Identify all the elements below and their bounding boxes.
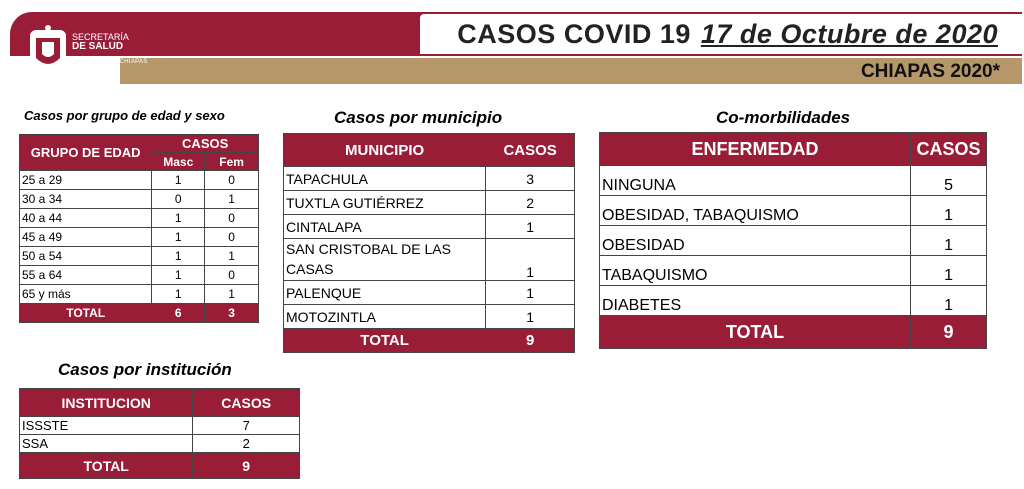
institucion-name: SSA [20, 435, 193, 453]
municipio-name: MOTOZINTLA [284, 305, 486, 329]
table-row [20, 417, 300, 435]
enfermedad-casos: 1 [911, 286, 987, 316]
table-row [20, 209, 259, 228]
table-row [20, 171, 259, 190]
age-group-label: 55 a 64 [20, 266, 152, 285]
municipio-casos: 1 [486, 305, 575, 329]
municipio-title: Casos por municipio [334, 108, 503, 127]
table-row [600, 166, 987, 196]
enfermedad-casos: 5 [911, 166, 987, 196]
masc-count: 1 [152, 285, 205, 304]
edad-table [19, 134, 259, 323]
table-row [600, 256, 987, 286]
table-row [20, 228, 259, 247]
col-com-casos: CASOS [911, 133, 987, 166]
fem-count: 1 [205, 190, 259, 209]
ministry-logo-text: SECRETARÍA DE SALUD GOBIERNO DE CHIAPAS [72, 32, 148, 65]
fem-count: 1 [205, 285, 259, 304]
municipio-name: TAPACHULA [284, 167, 486, 191]
institucion-casos: 7 [193, 417, 300, 435]
enfermedad-name: OBESIDAD, TABAQUISMO [600, 196, 911, 226]
edad-title: Casos por grupo de edad y sexo [24, 108, 225, 123]
municipio-casos: 1 [486, 281, 575, 305]
fem-count: 1 [205, 247, 259, 266]
masc-count: 1 [152, 228, 205, 247]
municipio-casos: 2 [486, 191, 575, 215]
age-group-label: 45 a 49 [20, 228, 152, 247]
col-masc: Masc [152, 153, 205, 171]
table-row [20, 266, 259, 285]
mun-total-value: 9 [486, 329, 575, 353]
age-group-label: 50 a 54 [20, 247, 152, 266]
com-total-value: 9 [911, 316, 987, 349]
title-text: CASOS COVID 19 [457, 18, 691, 49]
edad-total-label: TOTAL [20, 304, 152, 323]
table-row [600, 196, 987, 226]
masc-count: 1 [152, 247, 205, 266]
comorbilidades-table [599, 132, 987, 349]
enfermedad-casos: 1 [911, 196, 987, 226]
inst-total-value: 9 [193, 453, 300, 479]
institucion-table [19, 388, 300, 479]
enfermedad-name: NINGUNA [600, 166, 911, 196]
table-row [284, 167, 575, 191]
col-inst-casos: CASOS [193, 389, 300, 417]
municipio-name: SAN CRISTOBAL DE LAS CASAS [284, 239, 486, 281]
fem-count: 0 [205, 209, 259, 228]
col-fem: Fem [205, 153, 259, 171]
masc-count: 0 [152, 190, 205, 209]
fem-count: 0 [205, 171, 259, 190]
col-grupo-edad: GRUPO DE EDAD [20, 135, 152, 171]
municipio-table [283, 133, 575, 353]
inst-total-label: TOTAL [20, 453, 193, 479]
table-row [600, 286, 987, 316]
age-group-label: 65 y más [20, 285, 152, 304]
col-mun-casos: CASOS [486, 134, 575, 167]
region-label: CHIAPAS 2020* [860, 61, 1000, 82]
edad-total-fem: 3 [205, 304, 259, 323]
page-title [420, 14, 1022, 54]
table-row [20, 190, 259, 209]
enfermedad-casos: 1 [911, 256, 987, 286]
municipio-name: PALENQUE [284, 281, 486, 305]
municipio-casos: 3 [486, 167, 575, 191]
age-group-label: 40 a 44 [20, 209, 152, 228]
col-casos: CASOS [152, 135, 259, 153]
table-row [284, 305, 575, 329]
table-row [284, 215, 575, 239]
enfermedad-name: TABAQUISMO [600, 256, 911, 286]
mun-total-label: TOTAL [284, 329, 486, 353]
enfermedad-name: DIABETES [600, 286, 911, 316]
municipio-casos: 1 [486, 215, 575, 239]
table-row [284, 191, 575, 215]
table-row [284, 281, 575, 305]
municipio-name: TUXTLA GUTIÉRREZ [284, 191, 486, 215]
masc-count: 1 [152, 171, 205, 190]
report-date: 17 de Octubre de 2020 [700, 18, 998, 49]
institucion-title: Casos por institución [58, 360, 232, 379]
table-row [20, 247, 259, 266]
table-row [600, 226, 987, 256]
com-total-label: TOTAL [600, 316, 911, 349]
table-row [284, 239, 575, 281]
masc-count: 1 [152, 209, 205, 228]
table-row [20, 435, 300, 453]
comorbilidades-title: Co-morbilidades [716, 108, 851, 127]
chiapas-seal-icon [28, 24, 68, 76]
municipio-name: CINTALAPA [284, 215, 486, 239]
institucion-casos: 2 [193, 435, 300, 453]
fem-count: 0 [205, 266, 259, 285]
col-institucion: INSTITUCION [20, 389, 193, 417]
table-row [20, 285, 259, 304]
age-group-label: 25 a 29 [20, 171, 152, 190]
age-group-label: 30 a 34 [20, 190, 152, 209]
enfermedad-name: OBESIDAD [600, 226, 911, 256]
col-enfermedad: ENFERMEDAD [600, 133, 911, 166]
municipio-casos: 1 [486, 239, 575, 281]
fem-count: 0 [205, 228, 259, 247]
enfermedad-casos: 1 [911, 226, 987, 256]
col-municipio: MUNICIPIO [284, 134, 486, 167]
masc-count: 1 [152, 266, 205, 285]
edad-total-masc: 6 [152, 304, 205, 323]
institucion-name: ISSSTE [20, 417, 193, 435]
